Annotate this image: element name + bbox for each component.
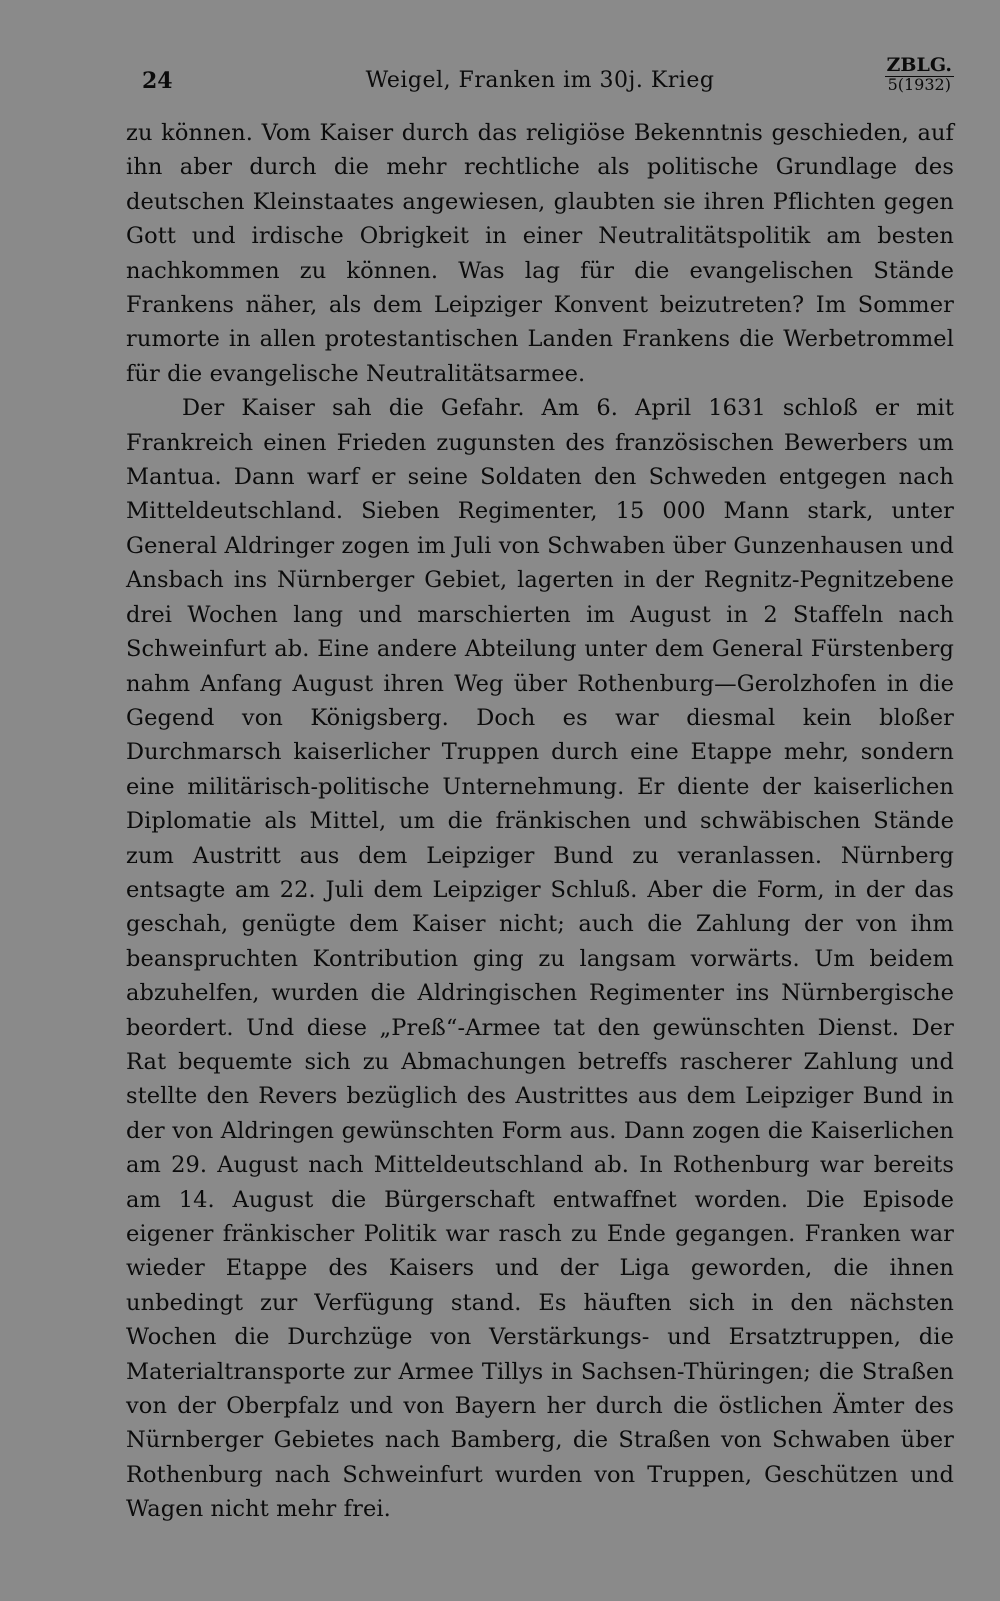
- page-header: [126, 56, 954, 102]
- journal-volume: 5(1932): [887, 74, 951, 94]
- journal-reference: [885, 56, 954, 94]
- running-title: Weigel, Franken im 30j. Krieg: [365, 68, 715, 93]
- paragraph: zu können. Vom Kaiser durch das religiöse Bekenntnis geschieden, auf ihn aber durch die mehr rechtliche als politische Grundlage des deutschen Kleinstaates angewiesen, glaubten sie ihren Pflichten gegen Gott und irdische Obrigkeit in einer Neutralitätspolitik am besten nachkommen zu können. Was lag für die evangelischen Stände Frankens näher, als dem Leipziger Konvent beizutreten? Im Sommer rumorte in allen protestantischen Landen Frankens die Werbetrommel für die evangelische Neutralitätsarmee.: [126, 120, 954, 387]
- body-text: [126, 116, 954, 1527]
- paragraph: Der Kaiser sah die Gefahr. Am 6. April 1631 schloß er mit Frankreich einen Frieden zugunsten des französischen Bewerbers um Mantua. Dann warf er seine Soldaten den Schweden entgegen nach Mitteldeutschland. Sieben Regimenter, 15 000 Mann stark, unter General Aldringer zogen im Juli von Schwaben über Gunzenhausen und Ansbach ins Nürnberger Gebiet, lagerten in der Regnitz-Pegnitzebene drei Wochen lang und marschierten im August in 2 Staffeln nach Schweinfurt ab. Eine andere Abteilung unter dem General Fürstenberg nahm Anfang August ihren Weg über Rothenburg—Gerolzhofen in die Gegend von Königsberg. Doch es war diesmal kein bloßer Durchmarsch kaiserlicher Truppen durch eine Etappe mehr, sondern eine militärisch-politische Unternehmung. Er diente der kaiserlichen Diplomatie als Mittel, um die fränkischen und schwäbischen Stände zum Austritt aus dem Leipziger Bund zu veranlassen. Nürnberg entsagte am 22. Juli dem Leipziger Schluß. Aber die Form, in der das geschah, genügte dem Kaiser nicht; auch die Zahlung der von ihm beanspruchten Kontribution ging zu langsam vorwärts. Um beidem abzuhelfen, wurden die Aldringischen Regimenter ins Nürnbergische beordert. Und diese „Preß“-Armee tat den gewünschten Dienst. Der Rat bequemte sich zu Abmachungen betreffs rascherer Zahlung und stellte den Revers bezüglich des Austrittes aus dem Leipziger Bund in der von Aldringen gewünschten Form aus. Dann zogen die Kaiserlichen am 29. August nach Mitteldeutschland ab. In Rothenburg war bereits am 14. August die Bürgerschaft entwaffnet worden. Die Episode eigener fränkischer Politik war rasch zu Ende gegangen. Franken war wieder Etappe des Kaisers und der Liga geworden, die ihnen unbedingt zur Verfügung stand. Es häuften sich in den nächsten Wochen die Durchzüge von Verstärkungs- und Ersatztruppen, die Materialtransporte zur Armee Tillys in Sachsen-Thüringen; die Straßen von der Oberpfalz und von Bayern her durch die östlichen Ämter des Nürnberger Gebietes nach Bamberg, die Straßen von Schwaben über Rothenburg nach Schweinfurt wurden von Truppen, Geschützen und Wagen nicht mehr frei.: [126, 395, 954, 1523]
- journal-abbreviation: ZBLG.: [886, 54, 952, 76]
- page-number: 24: [142, 68, 173, 94]
